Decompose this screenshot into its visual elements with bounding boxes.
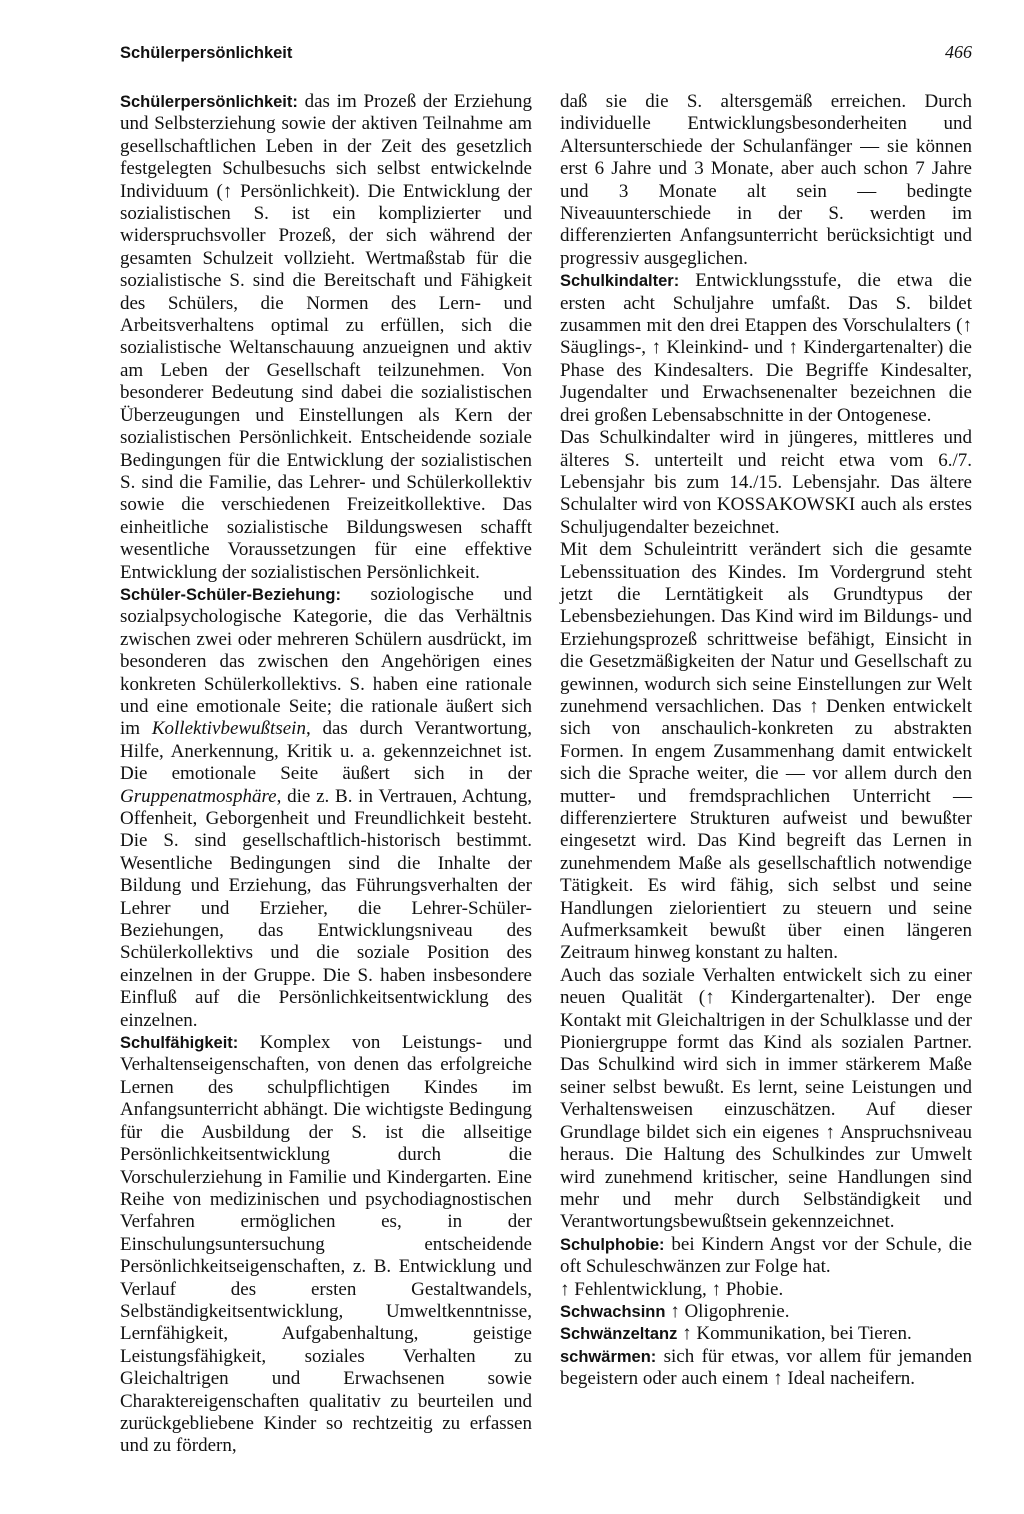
entry-schulphobie	[560, 1234, 972, 1279]
entry-text: ↑ Kommunikation, bei Tieren.	[677, 1323, 912, 1345]
cross-reference: ↑ Fehlentwicklung, ↑ Phobie.	[560, 1278, 784, 1300]
page-number: 466	[945, 42, 972, 62]
entry-term: Schülerpersönlichkeit:	[120, 93, 298, 111]
entry-continuation: daß sie die S. altersgemäß erreichen. Durch individuelle Entwicklungsbesonderheiten und Altersunterschiede der Schulanfänger — sie können erst 6 Jahre und 3 Monate, aber auch schon 7 Jahre und 3 Monate alt sein — bedingte Niveauunterschiede in der S. werden im differenzierten Anfangsunterricht berücksichtigt und progressiv ausgeglichen.	[560, 91, 972, 269]
right-column	[560, 91, 972, 1391]
entry-term: Schulfähigkeit:	[120, 1034, 239, 1053]
entry-text: Komplex von Leistungs- und Verhaltenseigenschaften, von denen das erfolgreiche Lernen des schulpflichtigen Kindes im Anfangsunterricht abhängt. Die wichtigste Bedingung für die Ausbildung der S. ist die allseitige Persönlichkeitsentwicklung durch die Vorschulerziehung in Familie und Kindergarten. Eine Reihe von medizinischen und psychodiagnostischen Verfahren ermöglichen es, in der Einschulungsuntersuchung entscheidende Persönlichkeitseigenschaften, z. B. Entwicklung und Verlauf des ersten Gestaltwandels, Selbständigkeitsentwicklung, Umweltkenntnisse, Lernfähigkeit, Aufgabenhaltung, geistige Leistungsfähigkeit, soziales Verhalten zu Gleichaltrigen und Erwachsenen sowie Charaktereigenschaften qualitativ zu beurteilen und zurückgebliebene Kinder so rechtzeitig zu erfassen und zu fördern,	[120, 1032, 532, 1457]
entry-schwaermen	[560, 1346, 972, 1391]
entry-term: schwärmen:	[560, 1347, 657, 1366]
entry-text: bei Kindern Angst vor der Schule, die oft Schuleschwänzen zur Folge hat.	[560, 1233, 972, 1278]
entry-term: Schwänzeltanz	[560, 1325, 678, 1344]
entry-term: Schwachsinn	[560, 1302, 666, 1321]
entry-term: Schüler-Schüler-Beziehung:	[120, 585, 341, 604]
running-title: Schülerpersönlichkeit	[120, 44, 293, 62]
entry-schwaenzeltanz	[560, 1323, 972, 1345]
entry-text: das im Prozeß der Erziehung und Selbsterziehung sowie der aktiven Teilnahme am gesellschaftlichen Leben in der Zeit des gesetzlich festgelegten Schulbesuchs sich selbst entwickelnde Individuum (↑ Persönlichkeit). Die Entwicklung der sozialistischen S. ist ein komplizierter und widerspruchsvoller Prozeß, der sich während der gesamten Schulzeit vollzieht. Wertmaßstab für die sozialistische S. sind die Bereitschaft und Fähigkeit des Schülers, die Normen des Lern- und Arbeitsverhaltens optimal zu erfüllen, sich die sozialistische Weltanschauung anzueignen und aktiv am Leben der Gesellschaft teilzunehmen. Von besonderer Bedeutung sind dabei die sozialistischen Überzeugungen und Einstellungen als Kern der sozialistischen Persönlichkeit. Entscheidende soziale Bedingungen für die Entwicklung der sozialistischen S. sind die Familie, das Lehrer- und Schülerkollektiv sowie die verschiedenen Freizeitkollektive. Das einheitliche sozialistische Bildungswesen schafft wesentliche Voraussetzungen für eine effektive Entwicklung der sozialistischen Persönlichkeit.	[120, 91, 532, 583]
paragraph: Mit dem Schuleintritt verändert sich die gesamte Lebenssituation des Kindes. Im Vordergrund steht jetzt die Lerntätigkeit als Grundtypus der Lebensbeziehungen. Das Kind wird im Bildungs- und Erziehungsprozeß schrittweise befähigt, Einsicht in die Gesetzmäßigkeiten der Natur und Gesellschaft zu gewinnen, wodurch sich seine Einstellungen zur Welt zunehmend versachlichen. Das ↑ Denken entwickelt sich von anschaulich-konkreten zu abstrakten Formen. In engem Zusammenhang damit entwickelt sich die Sprache weiter, die — vor allem durch den mutter- und fremdsprachlichen Unterricht — differenziertere Strukturen aufweist und bewußter eingesetzt wird. Das Kind begreift das Lernen in zunehmendem Maße als gesellschaftlich notwendige Tätigkeit. Es wird fähig, sich selbst und seine Handlungen zielorientiert zu steuern und seine Aufmerksamkeit bewußt über einen längeren Zeitraum hinweg konstant zu halten.	[560, 539, 972, 964]
entry-text: sich für etwas, vor allem für jemanden begeistern oder auch einem ↑ Ideal nacheifern.	[560, 1345, 972, 1390]
paragraph: Auch das soziale Verhalten entwickelt sich zu einer neuen Qualität (↑ Kindergartenalter). Der enge Kontakt mit Gleichaltrigen in der Schulklasse und der Pioniergruppe formt das Kind als sozialen Partner. Das Schulkind wird sich in immer stärkerem Maße seiner selbst bewußt. Es lernt, seine Leistungen und Verhaltensweisen einzuschätzen. Auf dieser Grundlage bildet sich ein eigenes ↑ Anspruchsniveau heraus. Die Haltung des Schulkindes zur Umwelt wird zunehmend kritischer, seine Handlungen sind mehr und mehr durch Selbständigkeit und Verantwortungsbewußtsein gekennzeichnet.	[560, 964, 972, 1233]
entry-text: Entwicklungsstufe, die etwa die ersten acht Schuljahre umfaßt. Das S. bildet zusammen mit den drei Etappen des Vorschulalters (↑ Säuglings-, ↑ Kleinkind- und ↑ Kindergartenalter) die Phase des Kindesalters. Die Begriffe Kindesalter, Jugendalter und Erwachsenenalter bezeichnen die drei großen Lebensabschnitte in der Ontogenese.	[560, 270, 972, 426]
entry-schuelerpersoenlichkeit	[120, 91, 532, 584]
italic-term: Gruppenatmosphäre	[120, 785, 277, 807]
entry-term: Schulkindalter:	[560, 272, 680, 291]
entry-text: ↑ Oligophrenie.	[665, 1300, 790, 1322]
entry-schulfaehigkeit	[120, 1032, 532, 1458]
entry-term: Schulphobie:	[560, 1235, 665, 1254]
entry-schueler-schueler-beziehung	[120, 584, 532, 1032]
paragraph: Das Schulkindalter wird in jüngeres, mittleres und älteres S. unterteilt und reicht etwa vom 6./7. Lebensjahr bis zum 14./15. Lebensjahr. Das ältere Schulalter wird von KOSSAKOWSKI auch als erstes Schuljugendalter bezeichnet.	[560, 427, 972, 538]
italic-term: Kollektivbewußtsein	[151, 718, 306, 740]
entry-schulkindalter	[560, 270, 972, 427]
entry-schwachsinn	[560, 1301, 972, 1323]
entry-text: , das durch Verantwortung, Hilfe, Anerkennung, Kritik u. a. gekennzeichnet ist. Die emotionale Seite äußert sich in der	[120, 718, 532, 785]
entry-text: , die z. B. in Vertrauen, Achtung, Offenheit, Geborgenheit und Freundlichkeit besteht. Die S. sind gesellschaftlich-historisch bestimmt. Wesentliche Bedingungen sind die Inhalte der Bildung und Erziehung, das Führungsverhalten der Lehrer und Erzieher, die Lehrer-Schüler-Beziehungen, das Entwicklungsniveau des Schülerkollektivs und die soziale Position des einzelnen in der Gruppe. Die S. haben insbesondere Einfluß auf die Persönlichkeitsentwicklung des einzelnen.	[120, 785, 532, 1031]
entry-text: soziologische und sozialpsychologische Kategorie, die das Verhältnis zwischen zwei oder mehreren Schülern ausdrückt, im besonderen das zwischen den Angehörigen eines konkreten Schülerkollektivs. S. haben eine rationale und eine emotionale Seite; die rationale äußert sich im	[120, 583, 532, 740]
left-column	[120, 91, 532, 1458]
